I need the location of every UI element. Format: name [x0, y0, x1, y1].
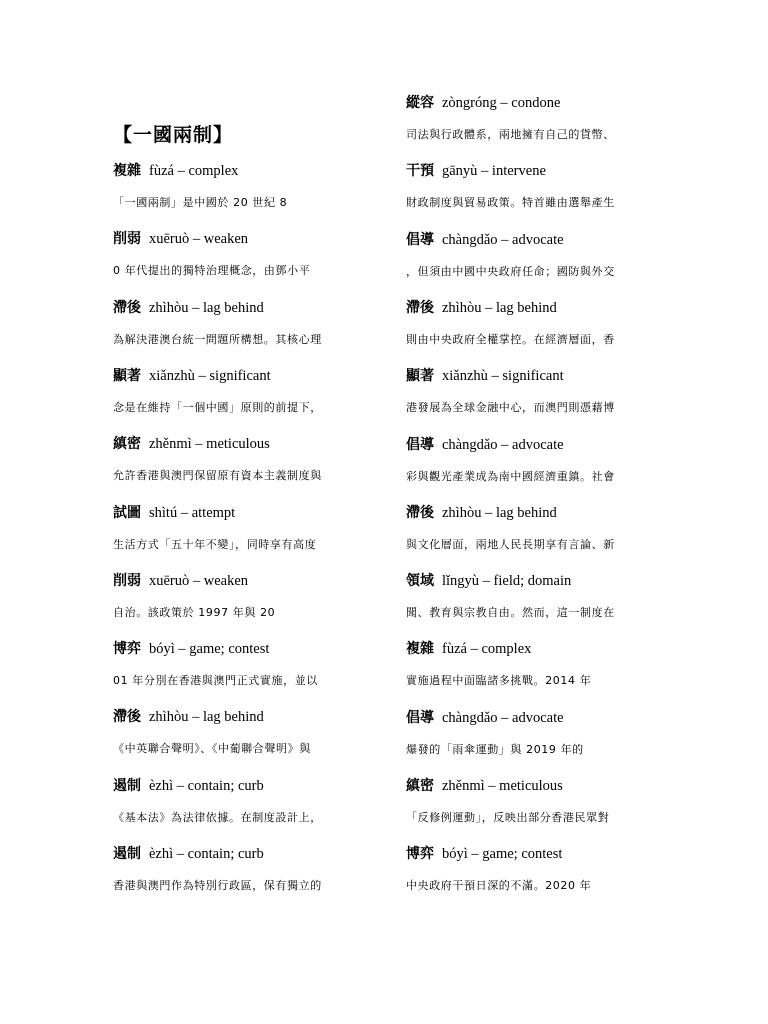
term-chinese: 滯後	[406, 299, 434, 316]
term-chinese: 滯後	[406, 504, 434, 521]
vocab-term	[406, 299, 557, 317]
term-chinese: 滯後	[113, 299, 141, 316]
term-chinese: 削弱	[113, 572, 141, 589]
vocab-term	[113, 640, 269, 658]
term-chinese: 試圖	[113, 504, 141, 521]
paragraph-line: ，但須由中國中央政府任命；國防與外交	[406, 264, 615, 278]
paragraph-line: 港發展為全球金融中心，而澳門則憑藉博	[406, 401, 615, 415]
term-chinese: 滯後	[113, 709, 141, 726]
term-gloss: fùzá – complex	[442, 641, 532, 658]
term-gloss: bóyì – game; contest	[149, 641, 270, 658]
term-gloss: chàngdǎo – advocate	[442, 231, 564, 248]
paragraph-line: 與文化層面，兩地人民長期享有言論、新	[406, 537, 615, 551]
paragraph-line: 允許香港與澳門保留原有資本主義制度與	[113, 469, 322, 483]
vocab-term	[113, 230, 248, 248]
term-gloss: zhěnmì – meticulous	[442, 778, 563, 794]
term-chinese: 遏制	[113, 846, 141, 862]
paragraph-line: 財政制度與貿易政策。特首雖由選舉產生	[406, 196, 615, 210]
term-chinese: 倡導	[406, 709, 434, 726]
vocab-term	[113, 367, 271, 385]
vocab-term	[113, 777, 264, 795]
vocab-term	[113, 435, 270, 453]
term-gloss: chàngdǎo – advocate	[442, 436, 564, 453]
paragraph-line: 0 年代提出的獨特治理概念，由鄧小平	[113, 264, 311, 278]
vocab-term	[406, 845, 562, 863]
paragraph-line: 《中英聯合聲明》、《中葡聯合聲明》與	[113, 742, 311, 756]
term-chinese: 縱容	[406, 95, 434, 111]
paragraph-line: 自治。該政策於 1997 年與 20	[113, 605, 276, 619]
term-chinese: 顯著	[406, 368, 434, 385]
paragraph-line: 中央政府干預日深的不滿。2020 年	[406, 879, 592, 893]
term-gloss: zhìhòu – lag behind	[149, 299, 264, 316]
term-gloss: shìtú – attempt	[149, 504, 236, 521]
term-gloss: chàngdǎo – advocate	[442, 709, 564, 726]
term-gloss: xuēruò – weaken	[149, 231, 249, 248]
term-chinese: 干預	[406, 163, 434, 180]
term-gloss: èzhì – contain; curb	[149, 846, 264, 862]
paragraph-line: 實施過程中面臨諸多挑戰。2014 年	[406, 674, 592, 688]
vocab-term	[113, 708, 264, 726]
paragraph-line: 彩與觀光產業成為南中國經濟重鎮。社會	[406, 469, 615, 483]
term-chinese: 領域	[406, 573, 434, 590]
paragraph-line: 《基本法》為法律依據。在制度設計上，	[113, 810, 322, 824]
paragraph-line: 01 年分別在香港與澳門正式實施，並以	[113, 674, 318, 688]
term-chinese: 縝密	[406, 778, 434, 794]
term-chinese: 博弈	[406, 846, 434, 863]
vocab-term	[406, 231, 564, 249]
term-chinese: 縝密	[113, 436, 141, 453]
term-gloss: zòngróng – condone	[442, 95, 561, 111]
paragraph-line: 司法與行政體系，兩地擁有自己的貨幣、	[406, 128, 615, 141]
vocab-term	[406, 162, 546, 180]
page-title: 【一國兩制】	[113, 124, 234, 146]
term-chinese: 複雜	[406, 641, 434, 658]
paragraph-line: 「一國兩制」是中國於 20 世紀 8	[113, 196, 288, 209]
term-chinese: 複雜	[113, 163, 141, 179]
term-gloss: zhěnmì – meticulous	[149, 436, 270, 453]
term-gloss: èzhì – contain; curb	[149, 777, 264, 794]
term-chinese: 倡導	[406, 436, 434, 453]
vocab-term	[113, 504, 235, 522]
vocab-term	[406, 572, 571, 590]
vocab-term	[406, 640, 531, 658]
term-gloss: zhìhòu – lag behind	[149, 709, 264, 726]
term-chinese: 顯著	[113, 367, 141, 384]
paragraph-line: 聞、教育與宗教自由。然而，這一制度在	[406, 606, 615, 620]
term-chinese: 遏制	[113, 777, 141, 794]
vocab-term	[113, 572, 248, 590]
paragraph-line: 「反修例運動」，反映出部分香港民眾對	[406, 811, 610, 824]
term-chinese: 博弈	[113, 641, 141, 658]
vocab-term	[406, 94, 560, 112]
term-gloss: zhìhòu – lag behind	[442, 299, 557, 316]
vocab-term	[406, 436, 564, 454]
term-chinese: 倡導	[406, 231, 434, 248]
vocab-term	[406, 504, 557, 522]
paragraph-line: 香港與澳門作為特別行政區，保有獨立的	[113, 879, 322, 892]
term-gloss: bóyì – game; contest	[442, 846, 563, 863]
paragraph-line: 爆發的「雨傘運動」與 2019 年的	[406, 742, 584, 756]
vocab-term	[113, 162, 238, 180]
term-gloss: zhìhòu – lag behind	[442, 504, 557, 521]
paragraph-line: 則由中央政府全權掌控。在經濟層面，香	[406, 332, 615, 346]
term-gloss: xuēruò – weaken	[149, 572, 249, 589]
vocab-term	[113, 845, 264, 863]
term-gloss: xiǎnzhù – significant	[149, 367, 271, 384]
vocab-term	[406, 367, 564, 385]
vocab-term	[406, 777, 563, 795]
term-gloss: gānyù – intervene	[442, 163, 546, 180]
term-chinese: 削弱	[113, 231, 141, 248]
term-gloss: fùzá – complex	[149, 163, 239, 179]
paragraph-line: 生活方式「五十年不變」，同時享有高度	[113, 537, 317, 551]
paragraph-line: 為解決港澳台統一問題所構想。其核心理	[113, 332, 322, 346]
paragraph-line: 念是在維持「一個中國」原則的前提下，	[113, 400, 322, 414]
term-gloss: lǐngyù – field; domain	[442, 573, 572, 590]
vocab-term	[113, 299, 264, 317]
vocab-term	[406, 709, 564, 727]
term-gloss: xiǎnzhù – significant	[442, 368, 564, 385]
